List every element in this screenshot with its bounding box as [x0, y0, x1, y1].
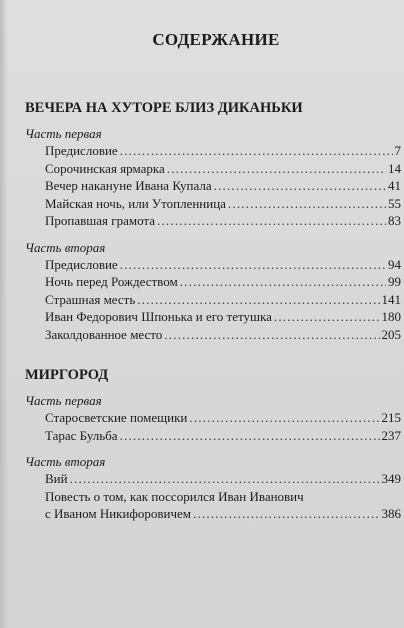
entry-title: Предисловие	[45, 143, 118, 158]
entry-title: Предисловие	[45, 256, 118, 272]
toc-entry[interactable]	[25, 409, 401, 427]
dot-leader	[193, 505, 379, 523]
section-title-mirgorod: МИРГОРОД	[25, 367, 109, 383]
entry-title: Иван Федорович Шпонька и его тетушка	[45, 309, 272, 324]
entry-page: 386	[381, 506, 401, 521]
dot-leader	[120, 427, 380, 445]
dot-leader	[120, 142, 393, 160]
toc-entry[interactable]	[25, 308, 401, 326]
entry-page: 215	[381, 410, 401, 425]
dot-leader	[164, 326, 379, 344]
entry-title: Страшная месть	[45, 291, 136, 307]
entry-page: 237	[381, 427, 401, 443]
entry-title: Пропавшая грамота	[45, 213, 156, 228]
entry-title: Вечер накануне Ивана Купала	[45, 178, 212, 193]
part-label: Часть первая	[25, 393, 102, 408]
toc-entry[interactable]	[25, 273, 401, 291]
toc-entry[interactable]	[25, 256, 401, 274]
dot-leader	[214, 177, 386, 195]
entry-title-line1: Повесть о том, как поссорился Иван Иванович	[45, 488, 304, 504]
entry-title-line2: с Иваном Никифоровичем	[45, 506, 192, 521]
entry-page: 94	[388, 256, 401, 272]
page-edge-shadow	[0, 0, 8, 628]
toc-entry[interactable]	[25, 326, 401, 344]
entry-page: 141	[381, 291, 401, 307]
toc-entry[interactable]	[25, 142, 401, 160]
dot-leader	[167, 160, 386, 178]
dot-leader	[137, 291, 379, 309]
toc-entry[interactable]	[25, 470, 401, 488]
entry-title: Ночь перед Рождеством	[45, 274, 178, 289]
section-title-evenings: ВЕЧЕРА НА ХУТОРЕ БЛИЗ ДИКАНЬКИ	[25, 100, 303, 116]
toc-entry[interactable]	[25, 488, 401, 523]
entry-title: Сорочинская ярмарка	[45, 160, 165, 176]
entry-title: Тарас Бульба	[45, 427, 118, 443]
dot-leader	[189, 409, 379, 427]
entry-page: 83	[388, 213, 401, 228]
dot-leader	[157, 212, 386, 230]
entry-title: Заколдованное место	[45, 326, 163, 342]
toc-entry[interactable]	[25, 160, 401, 178]
dot-leader	[180, 273, 386, 291]
entry-title: Майская ночь, или Утопленница	[45, 195, 226, 211]
dot-leader	[274, 308, 380, 326]
dot-leader	[228, 195, 386, 213]
part-label: Часть первая	[25, 126, 102, 141]
entry-page: 349	[381, 471, 401, 486]
entry-page: 7	[394, 143, 401, 158]
entry-page: 41	[388, 178, 401, 193]
toc-entry[interactable]	[25, 177, 401, 195]
dot-leader	[120, 256, 386, 274]
toc-entry[interactable]	[25, 291, 401, 309]
entry-page: 55	[388, 195, 401, 211]
toc-entry[interactable]	[25, 195, 401, 213]
toc-title: СОДЕРЖАНИЕ	[152, 30, 280, 49]
toc-entry[interactable]	[25, 212, 401, 230]
toc-entry[interactable]	[25, 427, 401, 445]
entry-title: Старосветские помещики	[45, 410, 188, 425]
entry-page: 205	[381, 326, 401, 342]
entry-page: 14	[388, 160, 401, 176]
entry-title: Вий	[45, 471, 68, 486]
part-label: Часть вторая	[25, 454, 106, 469]
dot-leader	[70, 470, 380, 488]
entry-page: 180	[381, 309, 401, 324]
part-label: Часть вторая	[25, 239, 106, 255]
table-of-contents	[25, 30, 403, 523]
entry-page: 99	[388, 274, 401, 289]
